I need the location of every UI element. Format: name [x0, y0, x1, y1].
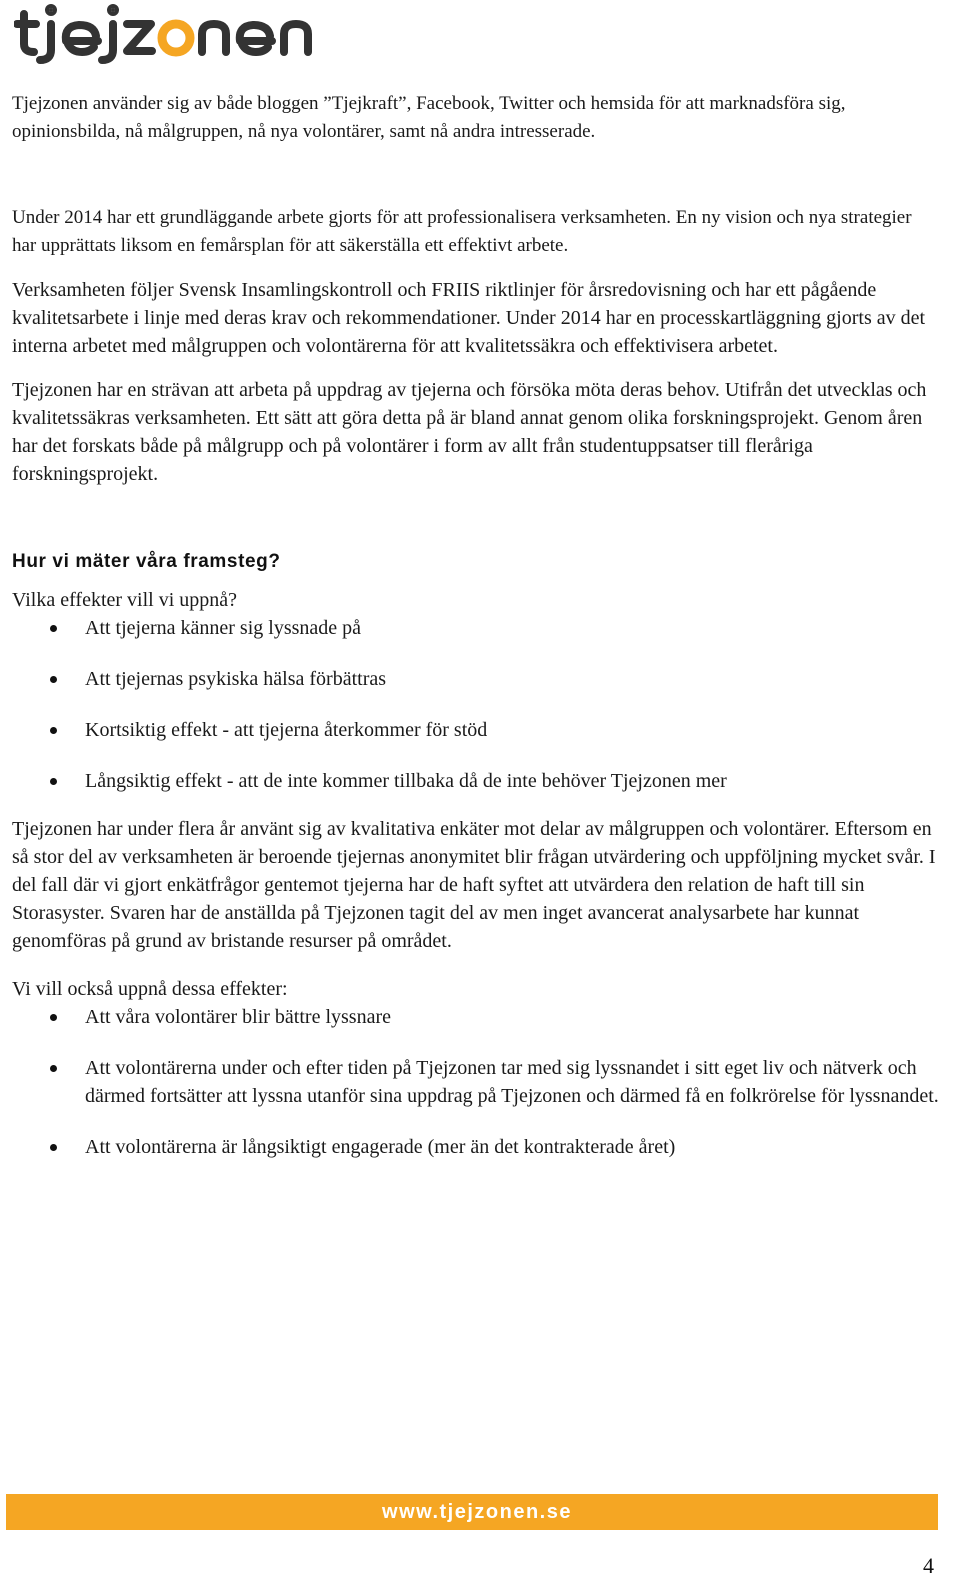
list-item: Att våra volontärer blir bättre lyssnare: [12, 1003, 940, 1031]
effects-list: [12, 614, 940, 795]
section-subheading: Vilka effekter vill vi uppnå?: [12, 589, 238, 611]
list-item: Att volontärerna är långsiktigt engagerade (mer än det kontrakterade året): [12, 1133, 940, 1161]
tjejzonen-logo: [14, 0, 314, 66]
page-number: 4: [923, 1553, 934, 1578]
footer-url[interactable]: www.tjejzonen.se: [382, 1500, 572, 1523]
bullet-icon: [50, 625, 57, 632]
bullet-icon: [50, 1014, 57, 1021]
evaluation-paragraph: Tjejzonen har under flera år använt sig av kvalitativa enkäter mot delar av målgruppen och volontärer. Eftersom en så stor del av verksamheten är beroende tjejernas anonymitet blir frågan utvärdering och uppföljning mycket svår. I del fall där vi gjort enkätfrågor gentemot tjejerna har de haft syftet att utvärdera den relation de haft till sin Storasyster. Svaren har de anställda på Tjejzonen tagit del av men inget avancerat analysarbete har kunnat genomföras på grund av bristande resurser på området.: [12, 818, 936, 952]
section-heading: Hur vi mäter våra framsteg?: [12, 551, 281, 572]
list-item: Kortsiktig effekt - att tjejerna återkommer för stöd: [12, 716, 940, 744]
bullet-icon: [50, 1065, 57, 1072]
list-item: Att tjejerna känner sig lyssnade på: [12, 614, 940, 642]
bullet-icon: [50, 676, 57, 683]
page-content: [12, 90, 940, 1161]
quality-paragraph: Verksamheten följer Svensk Insamlingskontroll och FRIIS riktlinjer för årsredovisning och har ett pågående kvalitetsarbete i linje med deras krav och rekommendationer. Under 2014 har en processkartläggning gjorts av det interna arbetet med målgruppen och volontärerna för att kvalitetssäkra och effektivisera arbetet.: [12, 279, 926, 357]
list-item: Att tjejernas psykiska hälsa förbättras: [12, 665, 940, 693]
more-effects-intro: Vi vill också uppnå dessa effekter:: [12, 978, 288, 1000]
bullet-icon: [50, 727, 57, 734]
research-paragraph: Tjejzonen har en strävan att arbeta på uppdrag av tjejerna och försöka möta deras behov. Utifrån det utvecklas och kvalitetssäkras verksamheten. Ett sätt att göra detta på är bland annat genom olika forskningsprojekt. Genom åren har det forskats både på målgrupp och på volontärer i form av allt från studentuppsatser till fleråriga forskningsprojekt.: [12, 379, 927, 485]
list-item: Att volontärerna under och efter tiden på Tjejzonen tar med sig lyssnandet i sitt eget liv och nätverk och därmed fortsätter att lyssna utanför sina uppdrag på Tjejzonen och därmed få en folkrörelse för lyssnandet.: [12, 1054, 940, 1110]
list-item: Långsiktig effekt - att de inte kommer tillbaka då de inte behöver Tjejzonen mer: [12, 767, 940, 795]
more-effects-list: [12, 1003, 940, 1161]
strategy-paragraph: Under 2014 har ett grundläggande arbete gjorts för att professionalisera verksamheten. En ny vision och nya strategier har upprättats liksom en femårsplan för att säkerställa ett effektivt arbete.: [12, 207, 912, 256]
footer-bar: [6, 1494, 938, 1530]
intro-paragraph: Tjejzonen använder sig av både bloggen ”Tjejkraft”, Facebook, Twitter och hemsida för att marknadsföra sig, opinionsbilda, nå målgruppen, nå nya volontärer, samt nå andra intresserade.: [12, 93, 846, 142]
bullet-icon: [50, 778, 57, 785]
bullet-icon: [50, 1144, 57, 1151]
logo-graphic: [14, 0, 314, 66]
